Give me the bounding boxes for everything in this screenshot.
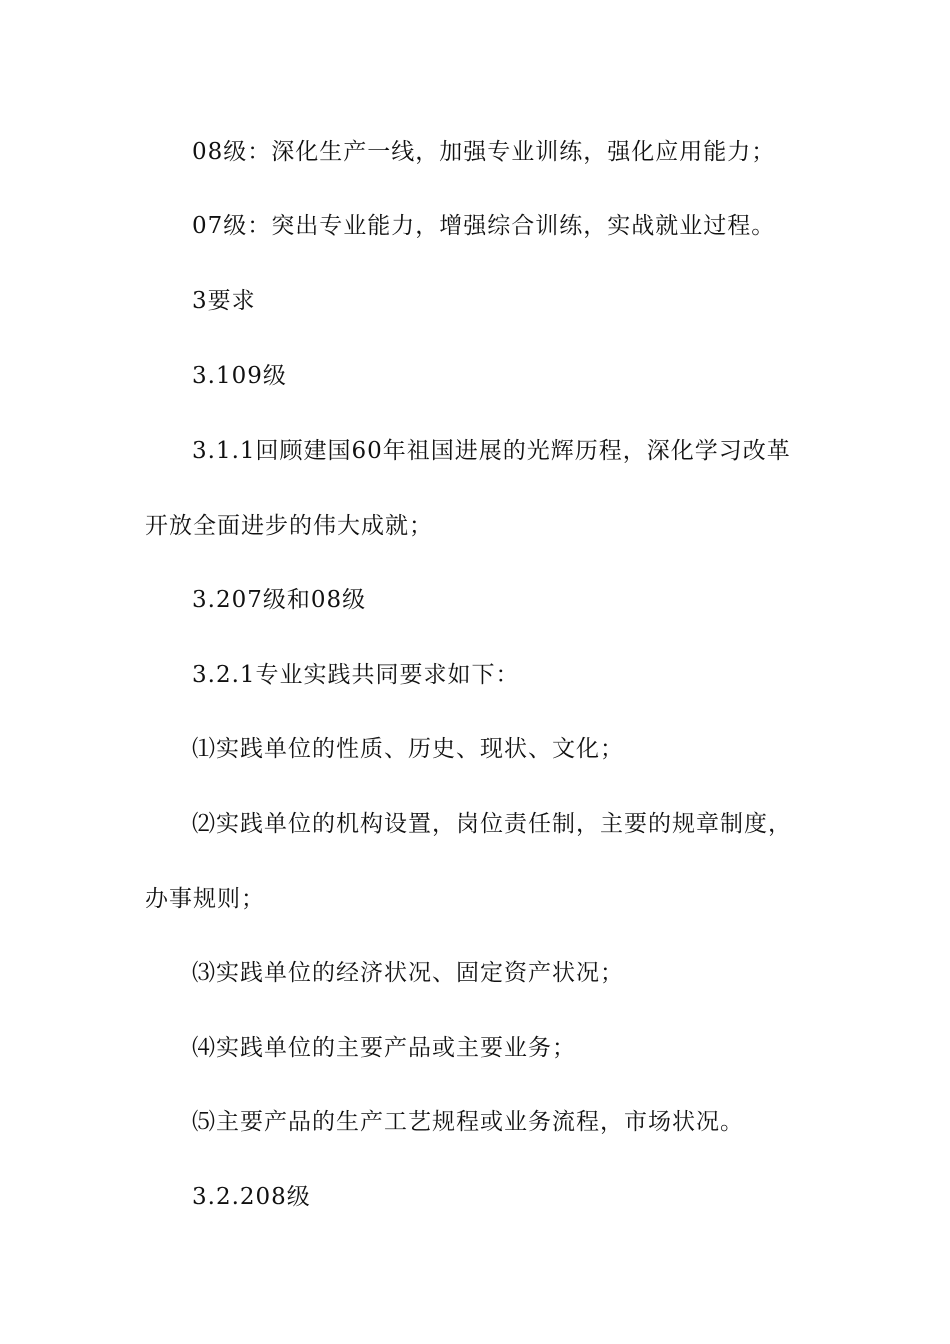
paragraph-07-goal: 07级：突出专业能力，增强综合训练，实战就业过程。 bbox=[192, 213, 776, 239]
list-item-1: ⑴实践单位的性质、历史、现状、文化； bbox=[192, 736, 624, 762]
paragraph-3-1-1: 3.1.1回顾建国60年祖国进展的光辉历程，深化学习改革开放全面进步的伟大成就； bbox=[145, 438, 791, 539]
list-item-5: ⑸主要产品的生产工艺规程或业务流程，市场状况。 bbox=[192, 1109, 744, 1135]
list-item-4: ⑷实践单位的主要产品或主要业务； bbox=[192, 1035, 576, 1061]
list-item-3: ⑶实践单位的经济状况、固定资产状况； bbox=[192, 960, 624, 986]
list-item-2: ⑵实践单位的机构设置，岗位责任制，主要的规章制度，办事规则； bbox=[145, 811, 792, 912]
paragraph-08-goal: 08级：深化生产一线，加强专业训练，强化应用能力； bbox=[192, 139, 776, 165]
paragraph-3-2-1: 3.2.1专业实践共同要求如下： bbox=[192, 662, 520, 688]
subsection-heading-09: 3.109级 bbox=[192, 363, 287, 389]
subsection-heading-08: 3.2.208级 bbox=[192, 1184, 311, 1210]
subsection-heading-07-08: 3.207级和08级 bbox=[192, 587, 367, 613]
section-heading-requirements: 3要求 bbox=[192, 288, 256, 314]
